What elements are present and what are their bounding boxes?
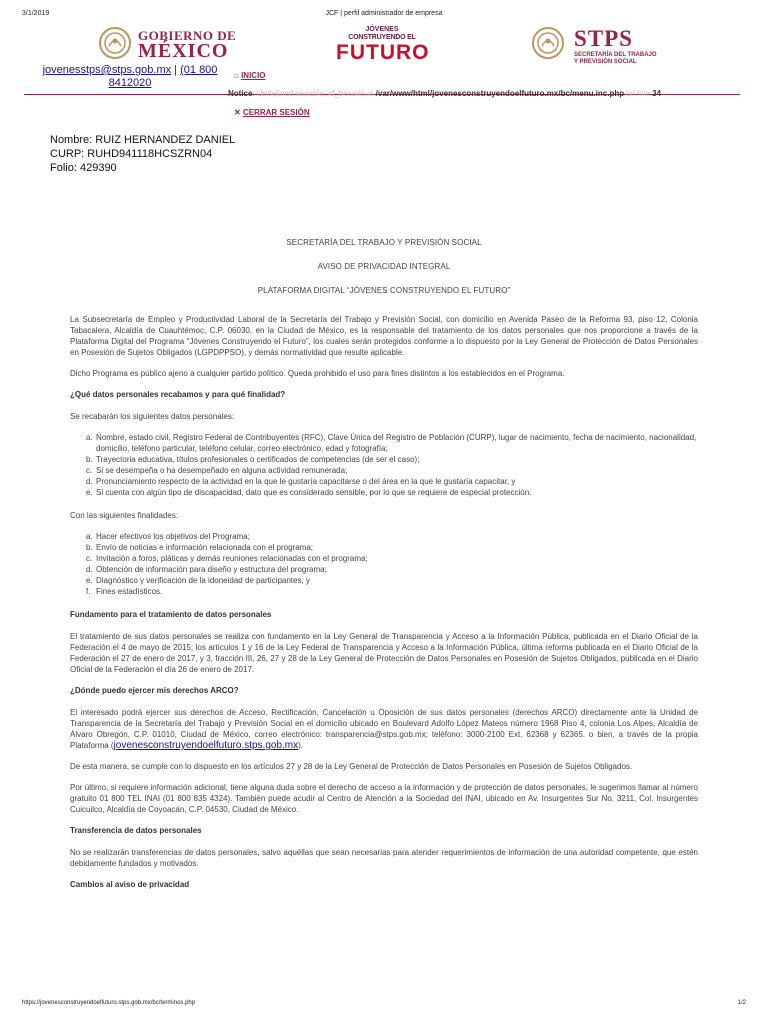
nav-cerrar-sesion[interactable] xyxy=(234,108,310,117)
print-header xyxy=(22,10,746,22)
user-folio-value: 429390 xyxy=(79,162,117,174)
doc-paragraph-transferencia: No se realizarán transferencias de datos personales, salvo aquéllas que sean necesarias para atender requerimientos de información de una autoridad competente, que estén debidamente fundados y motivados. xyxy=(70,848,698,868)
list-item: d. Pronunciamiento respecto de la actividad en la que le gustaría capacitarse o del área en la que le gustaría capacitar, y xyxy=(86,477,516,486)
list-item: d. Obtención de información para diseño y estructura del programa; xyxy=(86,565,327,574)
datos-personales-list xyxy=(70,432,698,498)
privacy-notice-document xyxy=(70,237,698,901)
list-item: c. Invitación a foros, pláticas y demás reuniones relacionadas con el programa; xyxy=(86,554,368,563)
notice-path: /var/www/html/jovenesconstruyendoelfuturo.mx/bc/menu.inc.php xyxy=(375,89,625,98)
user-curp: CURP: RUHD941118HCSZRN04 xyxy=(50,148,213,160)
gobierno-logo-line2: MÉXICO xyxy=(138,40,229,62)
jcf-logo-line2: CONSTRUYENDO EL xyxy=(348,34,416,41)
list-item: b. Trayectoria educativa, títulos profesionales o certificados de competencias (de ser el caso); xyxy=(86,455,420,464)
doc-section-fundamento: Fundamento para el tratamiento de datos personales xyxy=(70,610,272,619)
finalidades-list xyxy=(70,531,698,597)
gobierno-mexico-logo xyxy=(98,26,238,66)
doc-heading-secretaria: SECRETARÍA DEL TRABAJO Y PREVISIÓN SOCIAL xyxy=(286,238,482,247)
doc-paragraph-fundamento: El tratamiento de sus datos personales se realiza con fundamento en la Ley General de Transparencia y Acceso a la Información Pública, publicada en el Diario Oficial de la Federación el 4 de mayo de 2015; los artículos 1 y 16 de la Ley Federal de Transparencia y Acceso a la Información Pública, última reforma publicada en el Diario Oficial de la Federación el 27 de enero de 2017, y 3, fracción III, 26, 27 y 28 de la Ley General de Protección de Datos Personales en Posesión de Sujetos Obligados, publicada en el Diario Oficial de la Federación el día 26 de enero de 2017. xyxy=(70,632,698,674)
doc-heading-plataforma: PLATAFORMA DIGITAL “JÓVENES CONSTRUYENDO EL FUTURO” xyxy=(257,286,511,295)
stps-seal-icon xyxy=(531,26,565,60)
doc-heading-aviso: AVISO DE PRIVACIDAD INTEGRAL xyxy=(317,262,451,271)
notice-label: Notice xyxy=(228,89,253,98)
contact-phone-link-cont[interactable]: 8412020 xyxy=(108,77,152,89)
list-item: a. Nombre, estado civil, Registro Federal de Contribuyentes (RFC), Clave Única del Registro de Población (CURP), lugar de nacimiento, fecha de nacimiento, nacionalidad, domicilio, teléfono particular, teléfono celular, correo electrónico, edad y fotografía; xyxy=(86,433,697,453)
plataforma-link[interactable]: jovenesconstruyendoelfuturo.stps.gob.mx xyxy=(113,740,299,751)
php-notice xyxy=(228,89,661,98)
list-item: b. Envío de noticias e información relacionada con el programa; xyxy=(86,543,314,552)
doc-paragraph-recabaran: Se recabarán los siguientes datos personales: xyxy=(70,412,235,421)
stps-logo-line3: Y PREVISIÓN SOCIAL xyxy=(574,59,637,65)
contact-phone-link[interactable]: (01 800 xyxy=(180,64,218,76)
mexico-seal-icon xyxy=(98,26,132,60)
doc-section-datos: ¿Qué datos personales recabamos y para qué finalidad? xyxy=(70,390,286,399)
print-footer xyxy=(22,1000,746,1010)
contact-separator: | xyxy=(171,64,181,76)
cerrar-sesion-link[interactable]: CERRAR SESIÓN xyxy=(242,108,310,117)
notice-on-line: on line xyxy=(624,89,653,98)
print-url: https://jovenesconstruyendoelfuturo.stps.gob.mx/bc/terminos.php xyxy=(22,1000,196,1006)
doc-section-cambios: Cambios al aviso de privacidad xyxy=(70,880,190,889)
list-item: e. Si cuenta con algún tipo de discapacidad, dato que es considerado sensible, por lo que se requiere de especial protección. xyxy=(86,488,532,497)
user-nombre: Nombre: RUIZ HERNANDEZ DANIEL xyxy=(50,134,236,146)
jcf-logo-line1: JÓVENES xyxy=(365,26,399,33)
stps-logo xyxy=(531,26,671,66)
doc-paragraph-finalidades: Con las siguientes finalidades: xyxy=(70,511,179,520)
list-item: a. Hacer efectivos los objetivos del Programa; xyxy=(86,532,250,541)
doc-paragraph-programa: Dicho Programa es público ajeno a cualquier partido político. Queda prohibido el uso para fines distintos a los establecidos en el Programa. xyxy=(70,369,565,378)
inicio-link[interactable]: INICIO xyxy=(241,71,266,80)
list-item: f. Fines estadísticos. xyxy=(86,587,163,596)
gobierno-logo-line1: GOBIERNO DE xyxy=(138,28,237,43)
close-icon: ✕ xyxy=(234,108,241,117)
stps-logo-line1: STPS xyxy=(574,26,633,51)
stps-logo-line2: SECRETARÍA DEL TRABAJO xyxy=(574,52,657,58)
print-date: 3/1/2019 xyxy=(22,10,50,17)
list-item: e. Diagnóstico y verificación de la idoneidad de participantes, y xyxy=(86,576,310,585)
notice-message: : Undefined variable: id_becario in xyxy=(252,89,376,98)
doc-paragraph-arco: El interesado podrá ejercer sus derechos de Acceso, Rectificación, Cancelación u Oposición de sus datos personales (derechos ARCO) directamente ante la Unidad de Transparencia de la Secretaría del Trabajo y Previsión Social en el domicilio ubicado en Boulevard Adolfo López Mateos número 1968 Piso 4, colonia Los Alpes, Alcaldía de Álvaro Obregón, C.P. 01010, Ciudad de México, correo electrónico: transparencia@stps.gob.mx; teléfono: 3000-2100 Ext. 62368 y 62365. o bien, a través de la propia Plataforma (jovenesconstruyendoelfuturo.stps.gob.mx). xyxy=(70,708,698,751)
doc-paragraph-responsable: La Subsecretaría de Empleo y Productividad Laboral de la Secretaría del Trabajo y Previsión Social, con domicilio en Avenida Paseo de la Reforma 93, piso 12, Colonia Tabacalera, Alcaldía de Cuauhtémoc, C.P. 06030, en la Ciudad de México, es la responsable del tratamiento de los datos personales que nos proporcione a través de la Plataforma Digital del Programa “Jóvenes Construyendo el Futuro”, los cuales serán protegidos conforme a lo dispuesto por la Ley General de Protección de Datos Personales en Posesión de Sujetos Obligados (LGPDPPSO), y demás normatividad que resulte aplicable. xyxy=(70,315,698,357)
user-folio: Folio: 429390 xyxy=(50,162,117,174)
print-page-number: 1/2 xyxy=(737,1000,746,1006)
notice-line-number: 34 xyxy=(652,89,662,98)
user-info xyxy=(50,133,235,175)
jovenes-construyendo-futuro-logo xyxy=(336,26,428,66)
nav-inicio[interactable] xyxy=(234,71,266,80)
doc-paragraph-cumplimiento: De esta manera, se cumple con lo dispuesto en los artículos 27 y 28 de la Ley General de Protección de Datos Personales en Posesión de Sujetos Obligados. xyxy=(70,762,633,771)
list-item: c. Si se desempeña o ha desempeñado en alguna actividad remunerada; xyxy=(86,466,348,475)
print-page-title: JCF | perfil administrador de empresa xyxy=(325,10,443,17)
user-nombre-value: RUIZ HERNANDEZ DANIEL xyxy=(95,134,236,146)
jcf-logo-line3: FUTURO xyxy=(336,41,430,64)
contact-info xyxy=(30,64,230,90)
user-curp-value: RUHD941118HCSZRN04 xyxy=(87,148,213,160)
stps-logo-subtitle xyxy=(574,52,657,66)
home-icon: ⌂ xyxy=(234,71,239,80)
doc-section-transferencia: Transferencia de datos personales xyxy=(70,826,202,835)
doc-section-arco: ¿Dónde puedo ejercer mis derechos ARCO? xyxy=(70,686,239,695)
contact-email-link[interactable]: jovenesstps@stps.gob.mx xyxy=(42,64,172,76)
doc-paragraph-inai: Por último, si requiere información adicional, tiene alguna duda sobre el derecho de acceso a la información y de protección de datos personales, le sugerimos llamar al número gratuito 01 800 TEL INAI (01 800 835 4324). También puede acudir al Centro de Atención a la Sociedad del INAI, ubicado en Av. Insurgentes Sur No. 3211, Col. Insurgentes Cuicuilco, Alcaldía de Coyoacán, C.P. 04530, Ciudad de México. xyxy=(70,783,698,814)
